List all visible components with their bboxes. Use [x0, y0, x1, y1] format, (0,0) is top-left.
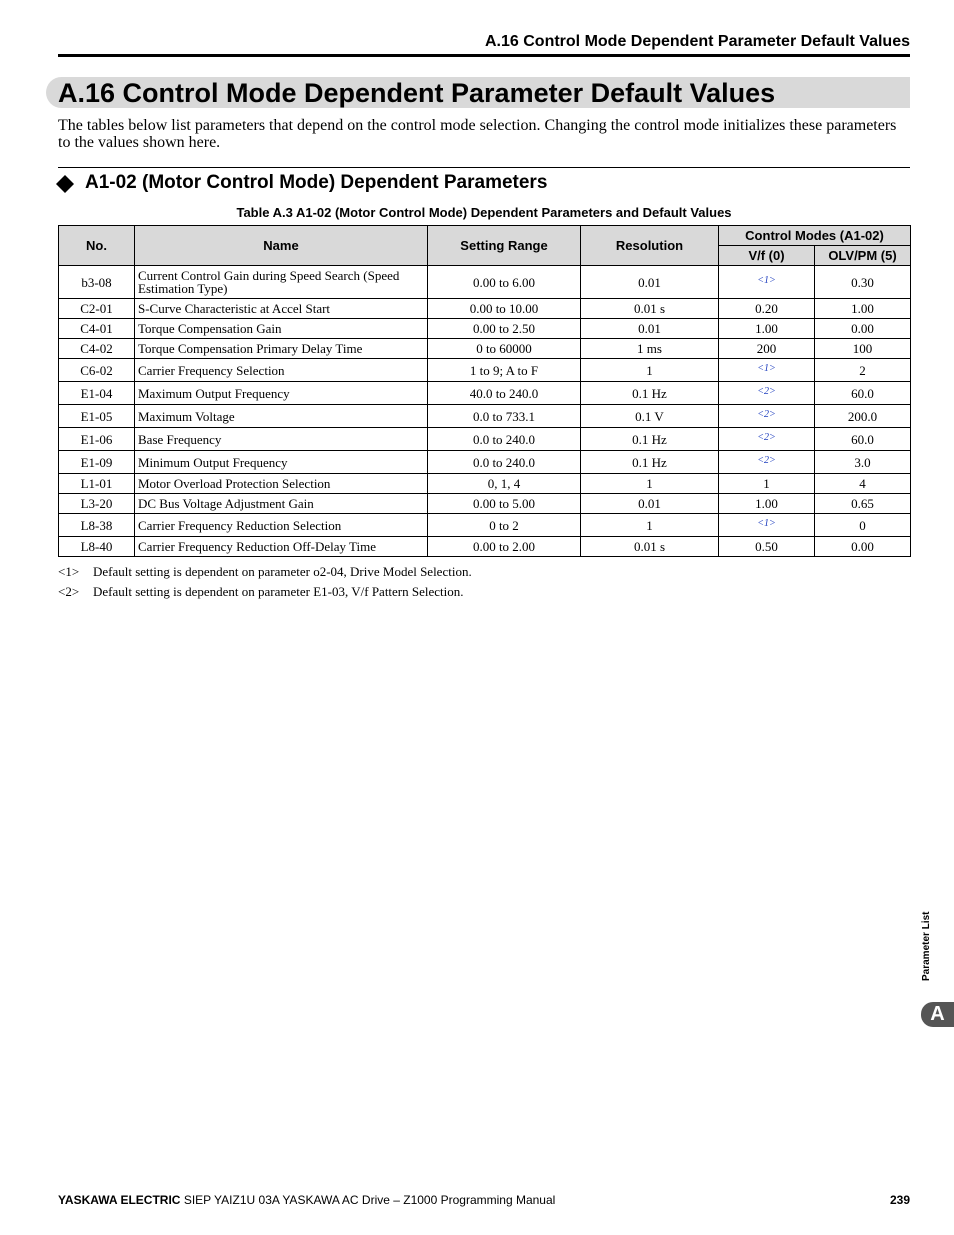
param-name-cell: Torque Compensation Primary Delay Time [135, 339, 428, 359]
table-row [59, 537, 911, 557]
header-vf: V/f (0) [719, 246, 815, 266]
param-name-cell: Carrier Frequency Reduction Selection [135, 514, 428, 537]
footnote-mark: <2> [58, 584, 80, 599]
olv-pm-default-cell: 2 [815, 359, 911, 382]
param-name-cell: DC Bus Voltage Adjustment Gain [135, 494, 428, 514]
intro-paragraph: The tables below list parameters that depend on the control mode selection. Changing the control mode initializes these parameters to the values shown here. [58, 117, 897, 151]
appendix-tab: A [921, 1002, 954, 1027]
resolution-cell: 0.01 [581, 494, 719, 514]
header-no: No. [59, 226, 135, 266]
footnote-ref-link[interactable]: <2> [757, 385, 776, 397]
olv-pm-default-cell: 200.0 [815, 405, 911, 428]
header-resolution: Resolution [581, 226, 719, 266]
table-caption: Table A.3 A1-02 (Motor Control Mode) Dependent Parameters and Default Values [236, 205, 732, 220]
vf-default-cell [719, 382, 815, 405]
olv-pm-default-cell: 4 [815, 474, 911, 494]
setting-range-cell: 0.00 to 2.50 [428, 319, 581, 339]
olv-pm-default-cell: 3.0 [815, 451, 911, 474]
table-row [59, 474, 911, 494]
footer-doc-info [58, 1193, 555, 1207]
param-name-cell: Motor Overload Protection Selection [135, 474, 428, 494]
header-name: Name [135, 226, 428, 266]
param-name-cell: Maximum Voltage [135, 405, 428, 428]
footnote-ref-link[interactable]: <2> [757, 408, 776, 420]
setting-range-cell: 0.0 to 240.0 [428, 428, 581, 451]
table-row [59, 428, 911, 451]
diamond-bullet-icon [56, 175, 74, 193]
footnote-ref-link[interactable]: <1> [757, 274, 776, 286]
table-row [59, 266, 911, 299]
param-no-cell: C6-02 [59, 359, 135, 382]
param-no-cell: E1-05 [59, 405, 135, 428]
vf-default-cell [719, 514, 815, 537]
olv-pm-default-cell: 1.00 [815, 299, 911, 319]
header-rule [58, 54, 910, 57]
footnote [58, 564, 472, 580]
running-header: A.16 Control Mode Dependent Parameter Default Values [485, 33, 910, 50]
olv-pm-default-cell: 0.00 [815, 537, 911, 557]
footnote-text: Default setting is dependent on parameter o2-04, Drive Model Selection. [93, 564, 472, 579]
vf-default-cell [719, 428, 815, 451]
header-control-modes: Control Modes (A1-02) [719, 226, 911, 246]
param-name-cell: Base Frequency [135, 428, 428, 451]
vf-default-cell [719, 451, 815, 474]
vf-default-cell: 1.00 [719, 494, 815, 514]
setting-range-cell: 0, 1, 4 [428, 474, 581, 494]
vf-default-cell: 1 [719, 474, 815, 494]
param-name-cell: Minimum Output Frequency [135, 451, 428, 474]
table-row [59, 339, 911, 359]
param-name-cell: Carrier Frequency Selection [135, 359, 428, 382]
param-no-cell: C2-01 [59, 299, 135, 319]
setting-range-cell: 0 to 60000 [428, 339, 581, 359]
vf-default-cell [719, 266, 815, 299]
resolution-cell: 1 [581, 514, 719, 537]
vf-default-cell: 0.20 [719, 299, 815, 319]
olv-pm-default-cell: 0.30 [815, 266, 911, 299]
table-row [59, 359, 911, 382]
param-no-cell: L1-01 [59, 474, 135, 494]
vf-default-cell: 200 [719, 339, 815, 359]
param-no-cell: E1-04 [59, 382, 135, 405]
param-no-cell: L3-20 [59, 494, 135, 514]
resolution-cell: 1 [581, 474, 719, 494]
param-name-cell: Torque Compensation Gain [135, 319, 428, 339]
param-name-cell: S-Curve Characteristic at Accel Start [135, 299, 428, 319]
resolution-cell: 0.1 Hz [581, 428, 719, 451]
setting-range-cell: 40.0 to 240.0 [428, 382, 581, 405]
footnote-ref-link[interactable]: <2> [757, 431, 776, 443]
vf-default-cell [719, 359, 815, 382]
param-name-cell: Carrier Frequency Reduction Off-Delay Time [135, 537, 428, 557]
olv-pm-default-cell: 60.0 [815, 428, 911, 451]
resolution-cell: 1 ms [581, 339, 719, 359]
setting-range-cell: 0.00 to 5.00 [428, 494, 581, 514]
param-no-cell: b3-08 [59, 266, 135, 299]
footnote-mark: <1> [58, 564, 80, 579]
olv-pm-default-cell: 0.00 [815, 319, 911, 339]
table-row [59, 514, 911, 537]
footer-doc-title: SIEP YAIZ1U 03A YASKAWA AC Drive – Z1000 Programming Manual [183, 1193, 556, 1207]
header-setting-range: Setting Range [428, 226, 581, 266]
footnote-ref-link[interactable]: <2> [757, 454, 776, 466]
param-name-cell: Maximum Output Frequency [135, 382, 428, 405]
subsection-title: A1-02 (Motor Control Mode) Dependent Parameters [85, 172, 548, 193]
setting-range-cell: 0.00 to 6.00 [428, 266, 581, 299]
table-row [59, 299, 911, 319]
param-name-cell: Current Control Gain during Speed Search (Speed Estimation Type) [135, 266, 428, 299]
resolution-cell: 0.01 [581, 266, 719, 299]
resolution-cell: 0.01 s [581, 537, 719, 557]
setting-range-cell: 1 to 9; A to F [428, 359, 581, 382]
setting-range-cell: 0.0 to 733.1 [428, 405, 581, 428]
olv-pm-default-cell: 100 [815, 339, 911, 359]
footnote-text: Default setting is dependent on parameter E1-03, V/f Pattern Selection. [93, 584, 464, 599]
page-number: 239 [889, 1193, 910, 1207]
param-no-cell: E1-06 [59, 428, 135, 451]
param-no-cell: C4-01 [59, 319, 135, 339]
footnote-ref-link[interactable]: <1> [757, 517, 776, 529]
footnote-ref-link[interactable]: <1> [757, 362, 776, 374]
setting-range-cell: 0.00 to 10.00 [428, 299, 581, 319]
table-row [59, 494, 911, 514]
table-row [59, 319, 911, 339]
param-no-cell: C4-02 [59, 339, 135, 359]
footnote [58, 584, 464, 600]
resolution-cell: 0.01 [581, 319, 719, 339]
olv-pm-default-cell: 60.0 [815, 382, 911, 405]
vf-default-cell: 0.50 [719, 537, 815, 557]
section-title: A.16 Control Mode Dependent Parameter Default Values [58, 78, 776, 108]
table-row [59, 405, 911, 428]
vf-default-cell: 1.00 [719, 319, 815, 339]
table-body [59, 266, 911, 557]
olv-pm-default-cell: 0.65 [815, 494, 911, 514]
olv-pm-default-cell: 0 [815, 514, 911, 537]
vf-default-cell [719, 405, 815, 428]
param-no-cell: L8-40 [59, 537, 135, 557]
setting-range-cell: 0.00 to 2.00 [428, 537, 581, 557]
side-section-label: Parameter List [921, 911, 932, 981]
resolution-cell: 0.1 Hz [581, 451, 719, 474]
intro-rule [58, 167, 910, 168]
table-row [59, 451, 911, 474]
footer-brand: YASKAWA ELECTRIC [58, 1193, 181, 1207]
param-no-cell: L8-38 [59, 514, 135, 537]
parameter-table [58, 225, 911, 557]
resolution-cell: 0.1 V [581, 405, 719, 428]
setting-range-cell: 0 to 2 [428, 514, 581, 537]
table-row [59, 382, 911, 405]
resolution-cell: 0.1 Hz [581, 382, 719, 405]
param-no-cell: E1-09 [59, 451, 135, 474]
setting-range-cell: 0.0 to 240.0 [428, 451, 581, 474]
resolution-cell: 1 [581, 359, 719, 382]
resolution-cell: 0.01 s [581, 299, 719, 319]
header-olv-pm: OLV/PM (5) [815, 246, 911, 266]
